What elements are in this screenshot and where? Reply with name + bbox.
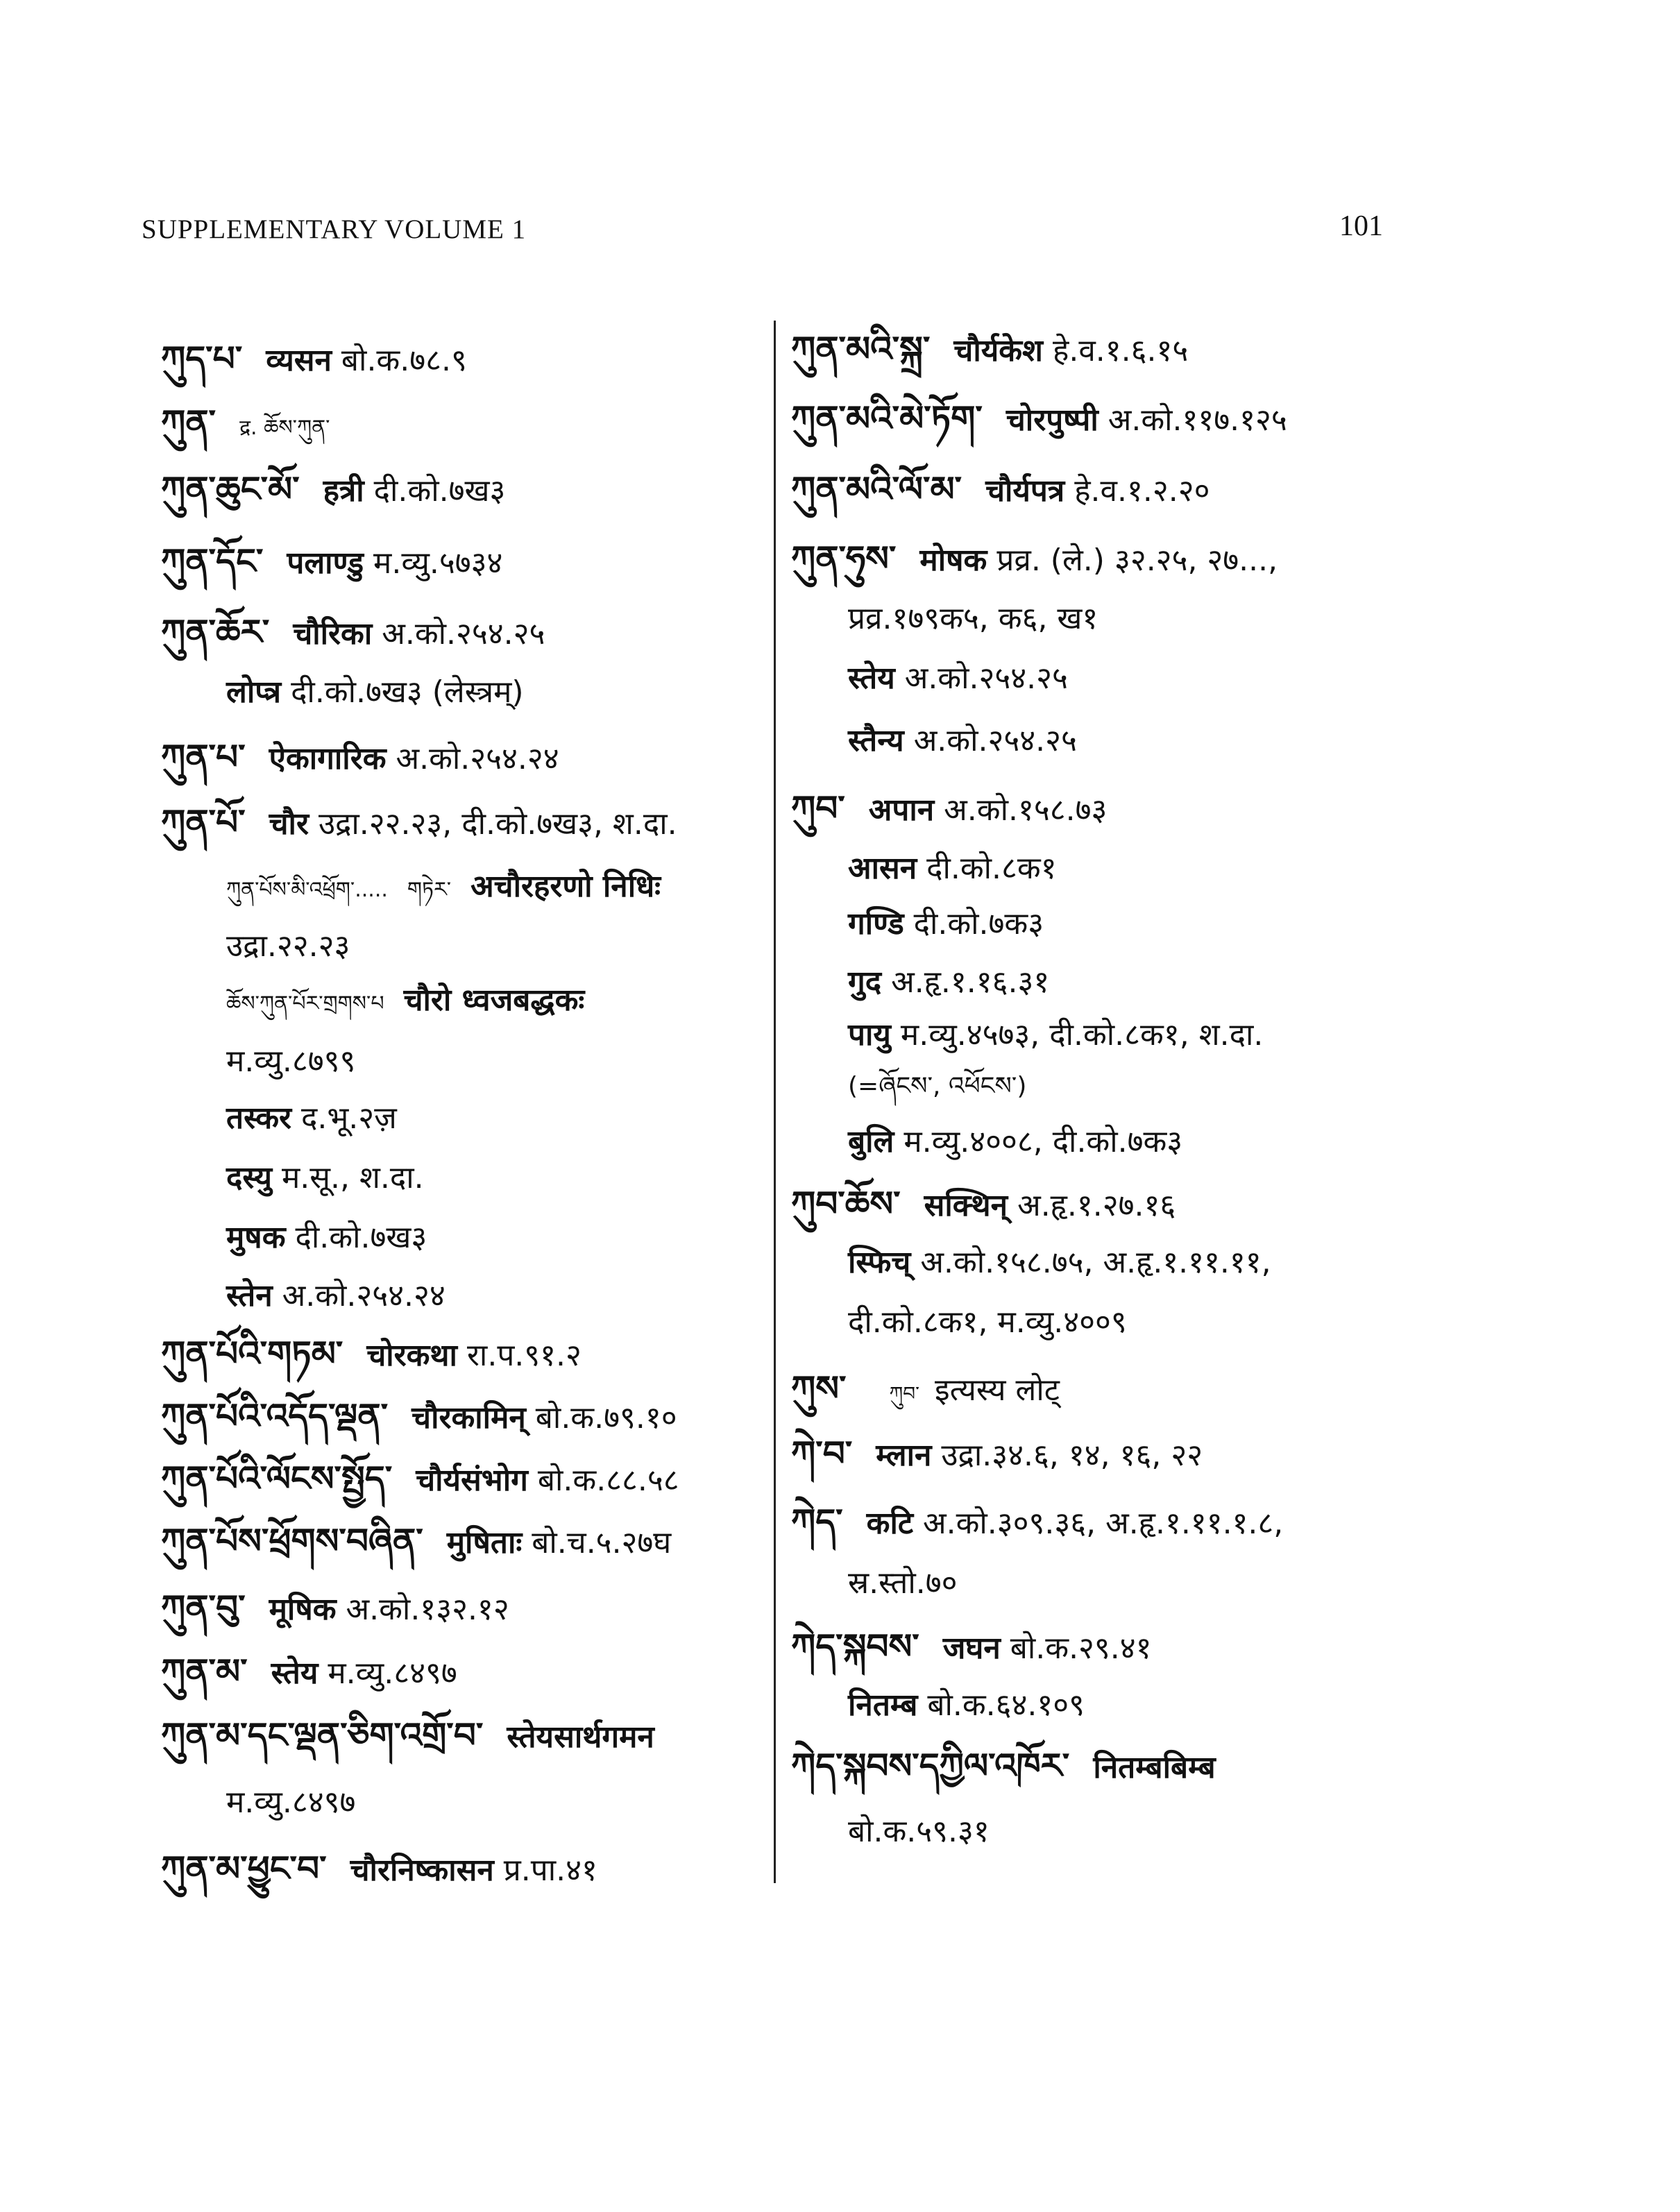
dictionary-subentry bbox=[848, 1245, 1271, 1280]
source-reference: म.व्यु.८७९९ bbox=[226, 1044, 356, 1079]
dictionary-subentry bbox=[848, 853, 1057, 884]
sanskrit-equivalent: नितम्बबिम्ब bbox=[1093, 1750, 1216, 1785]
source-reference: बो.क.५९.३१ bbox=[848, 1814, 990, 1849]
tibetan-phrase: ཀུན་པོས་མི་འཕྲོག་..... bbox=[226, 878, 388, 902]
sanskrit-equivalent: स्तेय bbox=[271, 1656, 319, 1691]
page-number: 101 bbox=[1339, 210, 1383, 242]
source-reference: दी.को.७ख३ bbox=[364, 473, 506, 509]
sanskrit-equivalent: चौरिका bbox=[293, 616, 373, 652]
tibetan-headword: ཀུན་མའི་སྐྲ་ bbox=[791, 329, 931, 369]
sanskrit-equivalent: व्यसन bbox=[266, 343, 332, 378]
source-reference: अ.हृ.१.१६.३१ bbox=[881, 964, 1050, 1000]
tibetan-headword: ཀུབ་ཆོས་ bbox=[791, 1184, 901, 1224]
source-reference: दी.को.७ख३ bbox=[285, 1220, 427, 1255]
sanskrit-equivalent: गण्डि bbox=[848, 906, 904, 942]
tibetan-phrase: ཀུབ་ bbox=[889, 1382, 919, 1405]
sanskrit-equivalent: चौर्यपत्र bbox=[985, 473, 1065, 509]
sanskrit-equivalent: अपान bbox=[868, 792, 935, 828]
dictionary-subentry bbox=[848, 1074, 1026, 1099]
sanskrit-equivalent: चौर bbox=[269, 806, 309, 842]
dictionary-subentry bbox=[848, 1304, 1127, 1340]
source-reference: अ.को.११७.१२५ bbox=[1098, 402, 1287, 438]
source-reference: अ.को.१५८.७३ bbox=[934, 792, 1108, 828]
source-reference: उद्रा.३४.६, १४, १६, २२ bbox=[931, 1438, 1203, 1473]
tibetan-headword: ཀུན་ཆུང་མོ་ bbox=[161, 469, 300, 509]
source-reference: रा.प.९१.२ bbox=[457, 1338, 582, 1373]
source-reference: म.व्यु.८४९७ bbox=[226, 1785, 356, 1820]
sanskrit-equivalent: मुषिताः bbox=[446, 1525, 523, 1560]
sanskrit-equivalent: जघन bbox=[942, 1631, 1001, 1666]
dictionary-subentry bbox=[848, 964, 1050, 1000]
dictionary-subentry bbox=[848, 601, 1098, 636]
tibetan-headword: ཀུན་པོས་ཕྲོགས་བཞིན་ bbox=[161, 1521, 423, 1561]
source-reference: (=ཞོངས་, འཕོངས་) bbox=[848, 1072, 1027, 1100]
sanskrit-equivalent: चोरपुष्पी bbox=[1006, 402, 1098, 438]
source-reference: म.व्यु.४५७३, दी.को.८क१, श.दा. bbox=[890, 1017, 1264, 1053]
source-reference: दी.को.८क१ bbox=[917, 851, 1057, 886]
source-reference: अ.को.२५४.२५ bbox=[894, 661, 1068, 696]
sanskrit-equivalent: आसन bbox=[848, 851, 917, 886]
source-reference: अ.हृ.१.२७.१६ bbox=[1008, 1188, 1176, 1223]
tibetan-headword: ཀུན་པོའི་གཏམ་ bbox=[161, 1334, 343, 1374]
tibetan-headword: ཀུན་མའི་མེ་ཏོག་ bbox=[791, 398, 983, 439]
sanskrit-equivalent: कटि bbox=[866, 1506, 914, 1541]
sanskrit-equivalent: अचौरहरणो निधिः bbox=[470, 869, 661, 904]
sanskrit-equivalent: स्तेयसार्थगमन bbox=[507, 1719, 654, 1755]
source-reference: इत्यस्य लोट् bbox=[935, 1372, 1060, 1408]
dictionary-entry bbox=[791, 788, 1108, 828]
sanskrit-equivalent: स्तेन bbox=[226, 1278, 273, 1313]
source-reference: उद्रा.२२.२३ bbox=[226, 928, 350, 964]
sanskrit-equivalent: चोरकथा bbox=[366, 1338, 457, 1373]
tibetan-headword: ཀུན་པོའི་ལོངས་སྤྱོད་ bbox=[161, 1458, 393, 1499]
source-reference: हे.व.१.२.२० bbox=[1064, 473, 1210, 509]
tibetan-headword: ཀུན་མ་དང་ལྡན་ཅིག་འགྲོ་བ་ bbox=[161, 1715, 484, 1755]
source-reference: स्र.स्तो.७० bbox=[848, 1565, 958, 1601]
source-reference: दी.को.७ख३ (लेस्त्रम्) bbox=[281, 674, 524, 710]
tibetan-headword: ཀུན་པ་ bbox=[161, 737, 246, 777]
dictionary-subentry bbox=[848, 723, 1077, 758]
dictionary-entry bbox=[791, 1433, 1203, 1474]
sanskrit-equivalent: मुषक bbox=[226, 1220, 286, 1255]
dictionary-entry bbox=[791, 1626, 1152, 1667]
tibetan-headword: ཀུན་ཆོར་ bbox=[161, 612, 270, 652]
sanskrit-equivalent: बुलि bbox=[848, 1124, 894, 1159]
running-title: SUPPLEMENTARY VOLUME 1 bbox=[142, 214, 527, 244]
dictionary-entry bbox=[791, 469, 1210, 509]
dictionary-entry bbox=[791, 1184, 1176, 1224]
source-reference: प्रव्र.१७९क५, क६, ख१ bbox=[848, 601, 1098, 636]
sanskrit-equivalent: ऐकागारिक bbox=[269, 741, 387, 776]
sanskrit-equivalent: चौरनिष्कासन bbox=[350, 1853, 494, 1888]
tibetan-headword: ཀུན་དོང་ bbox=[161, 541, 264, 581]
dictionary-subentry bbox=[848, 663, 1068, 694]
source-reference: प्र.पा.४१ bbox=[493, 1853, 597, 1888]
source-reference: बो.क.८८.५८ bbox=[527, 1463, 679, 1498]
sanskrit-equivalent: लोप्त्र bbox=[226, 674, 282, 710]
source-reference: अ.को.२५४.२५ bbox=[903, 723, 1077, 758]
source-reference: बो.क.७९.१० bbox=[525, 1400, 677, 1436]
dictionary-entry bbox=[791, 538, 1278, 579]
tibetan-headword: ཀུད་པ་ bbox=[161, 339, 243, 379]
source-reference: अ.को.१५८.७५, अ.हृ.१.११.११, bbox=[910, 1245, 1271, 1280]
dictionary-entry bbox=[791, 1746, 1216, 1786]
dictionary-subentry bbox=[848, 1687, 1085, 1723]
source-reference: उद्रा.२२.२३, दी.को.७ख३, श.दा. bbox=[308, 806, 677, 842]
sanskrit-equivalent: नितम्ब bbox=[848, 1687, 918, 1723]
tibetan-headword: ཀེད་སྐབས་ bbox=[791, 1626, 919, 1667]
sanskrit-equivalent: गुद bbox=[848, 964, 882, 1000]
source-reference: म.व्यु.४००८, दी.को.७क३ bbox=[894, 1124, 1183, 1159]
source-reference: बो.च.५.२७घ bbox=[522, 1525, 672, 1560]
tibetan-headword: ཀུས་ bbox=[791, 1368, 847, 1409]
tibetan-headword: ཀུན་ bbox=[161, 402, 217, 443]
sanskrit-equivalent: चौरकामिन् bbox=[411, 1400, 526, 1436]
source-reference: म.व्यु.८४९७ bbox=[318, 1656, 457, 1691]
tibetan-headword: ཀུན་པོའི་འདོད་ལྡན་ bbox=[161, 1396, 389, 1436]
source-reference: अ.को.२५४.२५ bbox=[372, 616, 545, 652]
source-reference: बो.क.७८.९ bbox=[331, 343, 467, 378]
tibetan-phrase: གཏེར་ bbox=[407, 878, 452, 902]
sanskrit-equivalent: चौर्यकेश bbox=[953, 333, 1043, 368]
source-reference: अ.को.२५४.२४ bbox=[272, 1278, 446, 1313]
source-reference: द.भू.२ज़ bbox=[291, 1100, 397, 1136]
source-reference: अ.को.२५४.२४ bbox=[386, 741, 559, 776]
tibetan-headword: ཀེད་སྐབས་དཀྱིལ་འཁོར་ bbox=[791, 1746, 1070, 1786]
source-reference: अ.को.३०९.३६, अ.हृ.१.११.१.८, bbox=[913, 1506, 1284, 1541]
dictionary-subentry bbox=[848, 1565, 958, 1601]
sanskrit-equivalent: सक्थिन् bbox=[924, 1188, 1008, 1223]
dictionary-entry bbox=[791, 398, 1287, 439]
source-reference: म.सू., श.दा. bbox=[272, 1160, 424, 1196]
dictionary-subentry bbox=[848, 1017, 1264, 1053]
sanskrit-equivalent: मूषिक bbox=[269, 1592, 337, 1627]
tibetan-headword: ཀུན་བུ་ bbox=[161, 1588, 246, 1628]
tibetan-phrase: ཆོས་ཀུན་པོར་གྲགས་པ bbox=[226, 992, 384, 1016]
tibetan-headword: ཀུན་ཧུས་ bbox=[791, 538, 897, 579]
cross-reference: द्र. ཆོས་ཀུན་ bbox=[239, 416, 330, 440]
source-reference: बो.क.२९.४१ bbox=[1000, 1631, 1152, 1666]
tibetan-headword: ཀུབ་ bbox=[791, 788, 845, 828]
sanskrit-equivalent: दस्यु bbox=[226, 1160, 272, 1196]
sanskrit-equivalent: स्तेय bbox=[848, 661, 895, 696]
sanskrit-equivalent: चौरो ध्वजबद्धकः bbox=[403, 982, 585, 1018]
sanskrit-equivalent: तस्कर bbox=[226, 1100, 291, 1136]
sanskrit-equivalent: स्फिच् bbox=[848, 1245, 911, 1280]
sanskrit-equivalent: स्तैन्य bbox=[848, 723, 904, 758]
dictionary-subentry bbox=[848, 906, 1044, 942]
source-reference: दी.को.७क३ bbox=[903, 906, 1044, 942]
tibetan-headword: ཀེད་ bbox=[791, 1501, 843, 1542]
dictionary-entry bbox=[791, 1368, 1060, 1409]
tibetan-headword: ཀུན་མ་ bbox=[161, 1651, 248, 1692]
dictionary-entry bbox=[791, 1501, 1284, 1542]
tibetan-headword: ཀེ་བ་ bbox=[791, 1433, 853, 1474]
sanskrit-equivalent: पायु bbox=[848, 1017, 891, 1053]
sanskrit-equivalent: चौर्यसंभोग bbox=[416, 1463, 528, 1498]
tibetan-headword: ཀུན་མའི་ལོ་མ་ bbox=[791, 469, 962, 509]
tibetan-headword: ཀུན་མ་ཕྱུང་བ་ bbox=[161, 1848, 327, 1889]
sanskrit-equivalent: पलाण्डु bbox=[287, 545, 364, 581]
source-reference: अ.को.१३२.१२ bbox=[336, 1592, 509, 1627]
dictionary-subentry bbox=[848, 1124, 1183, 1159]
sanskrit-equivalent: म्लान bbox=[876, 1438, 932, 1473]
sanskrit-equivalent: हत्री bbox=[323, 473, 364, 509]
source-reference: दी.को.८क१, म.व्यु.४००९ bbox=[848, 1304, 1127, 1340]
dictionary-subentry bbox=[848, 1814, 990, 1849]
tibetan-headword: ཀུན་པོ་ bbox=[161, 802, 246, 842]
sanskrit-equivalent: मोषक bbox=[919, 543, 987, 578]
source-reference: म.व्यु.५७३४ bbox=[364, 545, 503, 581]
source-reference: हे.व.१.६.१५ bbox=[1042, 333, 1189, 368]
source-reference: बो.क.६४.१०९ bbox=[917, 1687, 1085, 1723]
dictionary-entry bbox=[791, 329, 1189, 369]
source-reference: प्रव्र. (ले.) ३२.२५, २७..., bbox=[987, 543, 1278, 578]
